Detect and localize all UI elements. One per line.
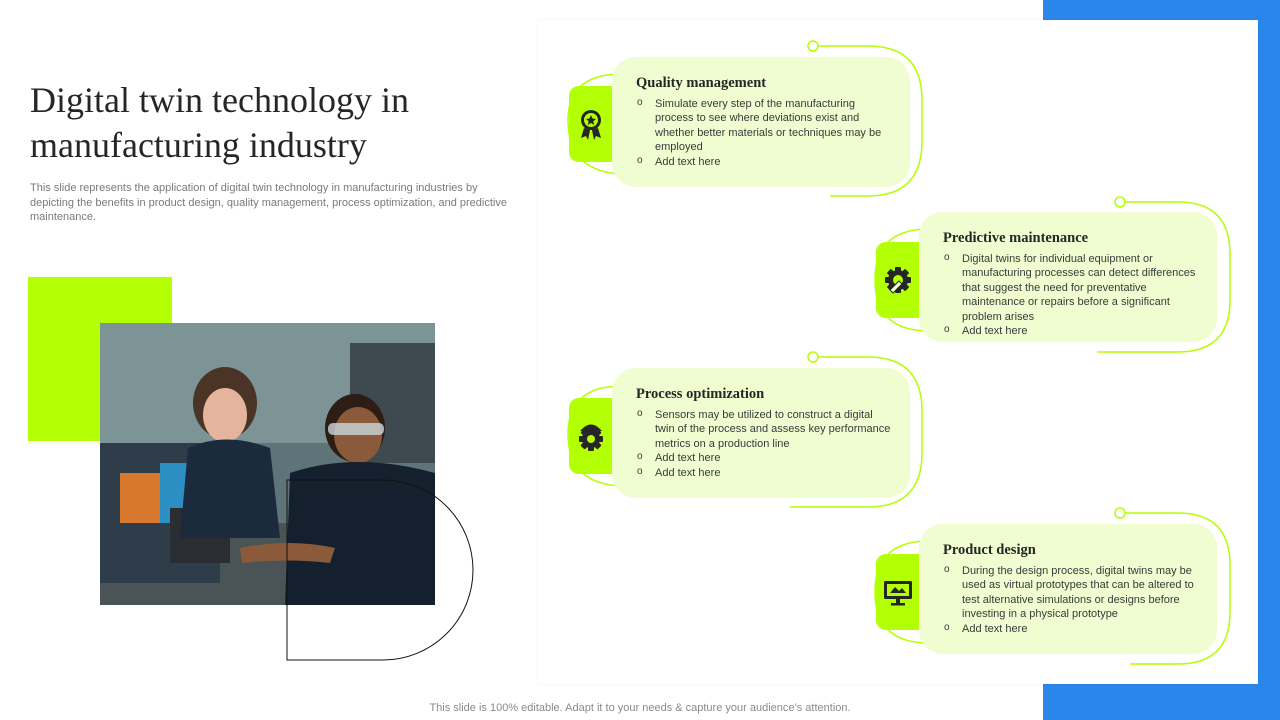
bullet-item: o Sensors may be utilized to construct a digital twin of the process and assess key performance metrics on a production line [636,408,894,451]
design-monitor-icon [876,554,920,630]
card-title: Product design [943,542,1036,558]
bullet-item: o Add text here [943,622,1201,636]
card-bullets [636,97,894,169]
card-quality-management [612,57,910,187]
bullet-item: o Simulate every step of the manufacturing process to see where deviations exist and whether better materials or techniques may be employed [636,97,894,155]
bullet-item: o Add text here [636,466,894,480]
card-predictive-maintenance [919,212,1217,342]
card-process-optimization [612,368,910,498]
gear-hardhat-icon [569,398,613,474]
card-title: Quality management [636,75,767,91]
workers-photo [100,323,435,605]
card-product-design [919,524,1217,654]
card-bullets [943,252,1201,338]
card-bullets [943,564,1201,636]
bullet-item: o Add text here [943,324,1201,338]
bullet-item: o Add text here [636,451,894,465]
gear-wrench-icon [876,242,920,318]
card-title: Process optimization [636,386,765,402]
card-bullets [636,408,894,480]
slide-footer: This slide is 100% editable. Adapt it to your needs & capture your audience’s attention. [429,702,851,714]
slide-description: This slide represents the application of digital twin technology in manufacturing industries by depicting the benefits in product design, quality management, process optimization, and predictive maintenance. [30,182,507,223]
bullet-item: o Digital twins for individual equipment or manufacturing processes can detect differences that suggest the need for preventative maintenance or repairs before a significant problem arises [943,252,1201,324]
bullet-item: o During the design process, digital twins may be used as virtual prototypes that can be altered to test alternative simulations or designs before investing in a physical prototype [943,564,1201,622]
slide-title: Digital twin technology in manufacturing industry [30,80,409,165]
bullet-item: o Add text here [636,155,894,169]
award-badge-icon [569,86,613,162]
card-title: Predictive maintenance [943,230,1089,246]
